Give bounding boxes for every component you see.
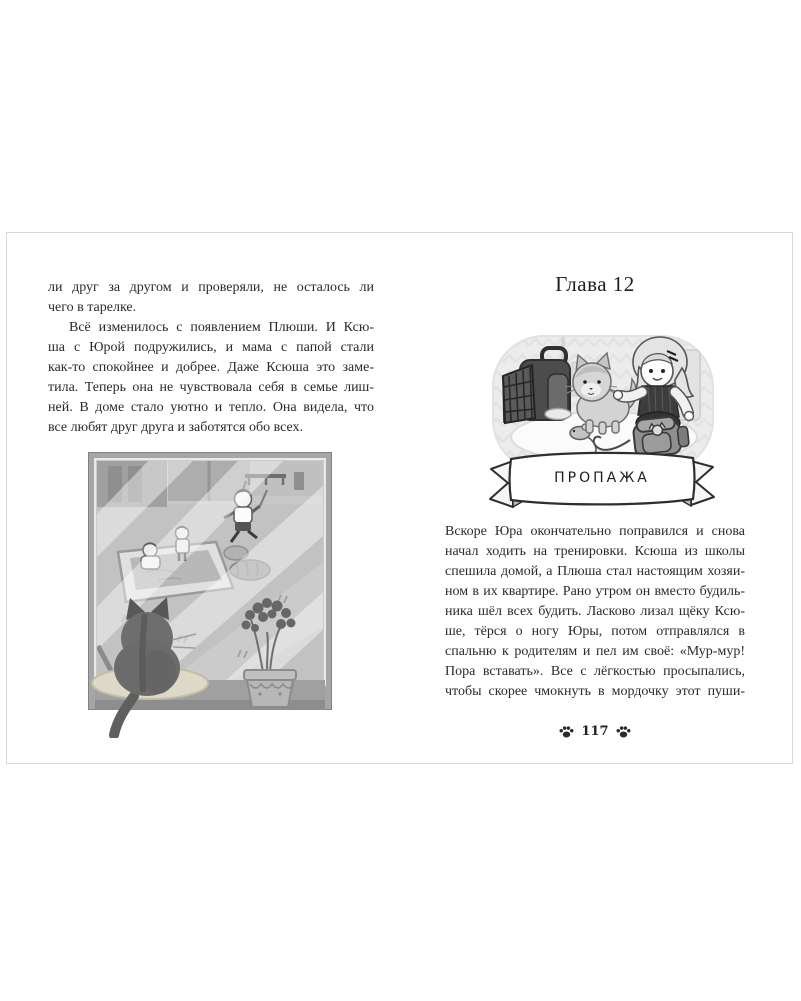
- text-line: ника шёл всех будить. Ласково лизал щёку Ксю-: [445, 604, 745, 619]
- illustration-cat-at-window: [88, 452, 332, 738]
- text-line: спешила домой, а Плюша стал настоящим хозяи-: [445, 564, 745, 579]
- carrier-bedding: [545, 409, 571, 420]
- text-line: тила. Теперь она не чувствовала себя в семье лиш-: [48, 380, 374, 395]
- text-line: Вскоре Юра окончательно поправился и снова: [445, 524, 745, 539]
- left-page-text: [48, 278, 374, 438]
- text-line: чтобы скорее чмокнуть в мордочку этот пуши-: [445, 684, 745, 699]
- text-line: Пора вставать». Все с лёгкостью просыпались,: [445, 664, 745, 679]
- text-line: ли друг за другом и проверяли, не осталось ли: [48, 280, 374, 295]
- text-line: чего в тарелке.: [48, 300, 137, 315]
- text-line: ном в их квартире. Рано утром он вместо будиль-: [445, 584, 745, 599]
- text-line: как-то спокойнее и добрее. Даже Ксюша это заме-: [48, 360, 374, 375]
- paw-icon: [616, 725, 631, 738]
- text-line: все любят друг друга и заботятся обо всех.: [48, 420, 304, 435]
- right-page-text: [445, 522, 745, 702]
- page-number: 117: [581, 723, 609, 739]
- banner-label: ПРОПАЖА: [554, 470, 650, 486]
- text-line: начал ходить на тренировки. Ксюша из школы: [445, 544, 745, 559]
- text-line: ше, тёрся о ногу Юры, потом отправлялся в: [445, 624, 745, 639]
- text-line: Всё изменилось с появлением Плюши. И Ксю-: [69, 320, 374, 335]
- paw-icon: [559, 725, 574, 738]
- text-line: ней. В доме стало уютно и тепло. Она видела, что: [48, 400, 374, 415]
- text-line: спальню к родителям и пел им своё: «Мур-мур!: [445, 644, 745, 659]
- page-footer: [445, 722, 745, 740]
- cat-face-patch-icon: [652, 425, 663, 436]
- text-line: ша с Юрой подружились, и мама с папой стали: [48, 340, 374, 355]
- cat-window-drawing: [88, 452, 332, 738]
- chapter-heading: Глава 12: [555, 272, 635, 296]
